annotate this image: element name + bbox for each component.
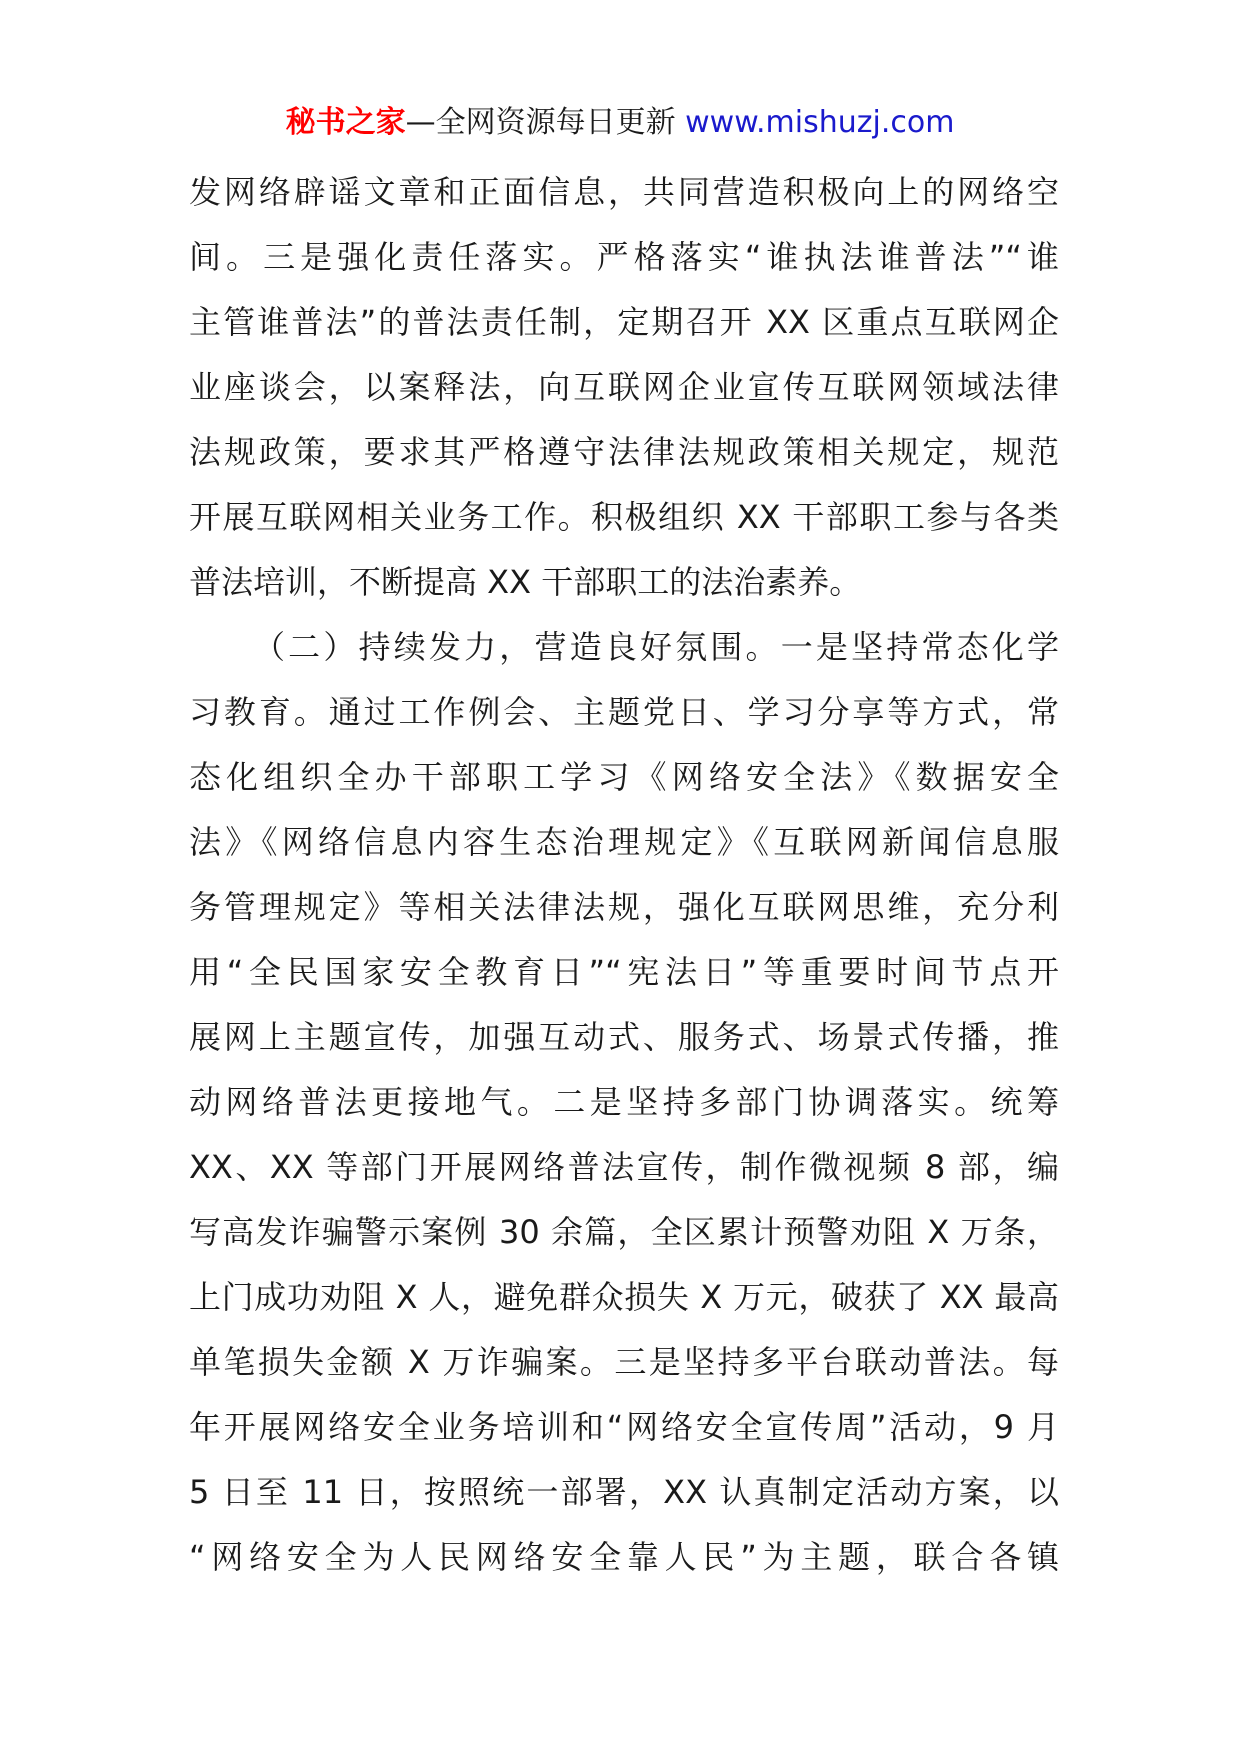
- text-line: 主管谁普法”的普法责任制，定期召开 XX 区重点互联网企: [189, 303, 1059, 341]
- text-line: 写高发诈骗警示案例 30 余篇，全区累计预警劝阻 X 万条，: [189, 1213, 1059, 1251]
- text-line: 年开展网络安全业务培训和“网络安全宣传周”活动，9 月: [189, 1408, 1059, 1446]
- text-line: 业座谈会，以案释法，向互联网企业宣传互联网领域法律: [189, 368, 1059, 406]
- text-line: 务管理规定》等相关法律法规，强化互联网思维，充分利: [189, 888, 1059, 926]
- text-line: 动网络普法更接地气。二是坚持多部门协调落实。统筹: [189, 1083, 1059, 1121]
- document-body: [189, 160, 1059, 1590]
- text-line: “网络安全为人民网络安全靠人民”为主题，联合各镇: [189, 1538, 1059, 1576]
- text-line: 普法培训，不断提高 XX 干部职工的法治素养。: [189, 563, 862, 601]
- section-heading-line: （二）持续发力，营造良好氛围。一是坚持常态化学: [253, 628, 1059, 666]
- text-line: 态化组织全办干部职工学习《网络安全法》《数据安全: [189, 758, 1059, 796]
- page-header: [0, 103, 1240, 143]
- text-line: 法》《网络信息内容生态治理规定》《互联网新闻信息服: [189, 823, 1059, 861]
- text-line: 间。三是强化责任落实。严格落实“谁执法谁普法”“谁: [189, 238, 1059, 276]
- text-line: 单笔损失金额 X 万诈骗案。三是坚持多平台联动普法。每: [189, 1343, 1059, 1381]
- text-line: XX、XX 等部门开展网络普法宣传，制作微视频 8 部，编: [189, 1148, 1059, 1186]
- text-line: 展网上主题宣传，加强互动式、服务式、场景式传播，推: [189, 1018, 1059, 1056]
- text-line: 开展互联网相关业务工作。积极组织 XX 干部职工参与各类: [189, 498, 1059, 536]
- text-line: 习教育。通过工作例会、主题党日、学习分享等方式，常: [189, 693, 1059, 731]
- text-line: 发网络辟谣文章和正面信息，共同营造积极向上的网络空: [189, 173, 1059, 211]
- text-line: 法规政策，要求其严格遵守法律法规政策相关规定，规范: [189, 433, 1059, 471]
- header-url-link[interactable]: www.mishuzj.com: [685, 105, 955, 140]
- header-slogan: —全网资源每日更新: [405, 105, 686, 140]
- header-brand: 秘书之家: [285, 105, 406, 140]
- text-line: 上门成功劝阻 X 人，避免群众损失 X 万元，破获了 XX 最高: [189, 1278, 1059, 1316]
- text-line: 5 日至 11 日，按照统一部署，XX 认真制定活动方案，以: [189, 1473, 1059, 1511]
- text-line: 用“全民国家安全教育日”“宪法日”等重要时间节点开: [189, 953, 1059, 991]
